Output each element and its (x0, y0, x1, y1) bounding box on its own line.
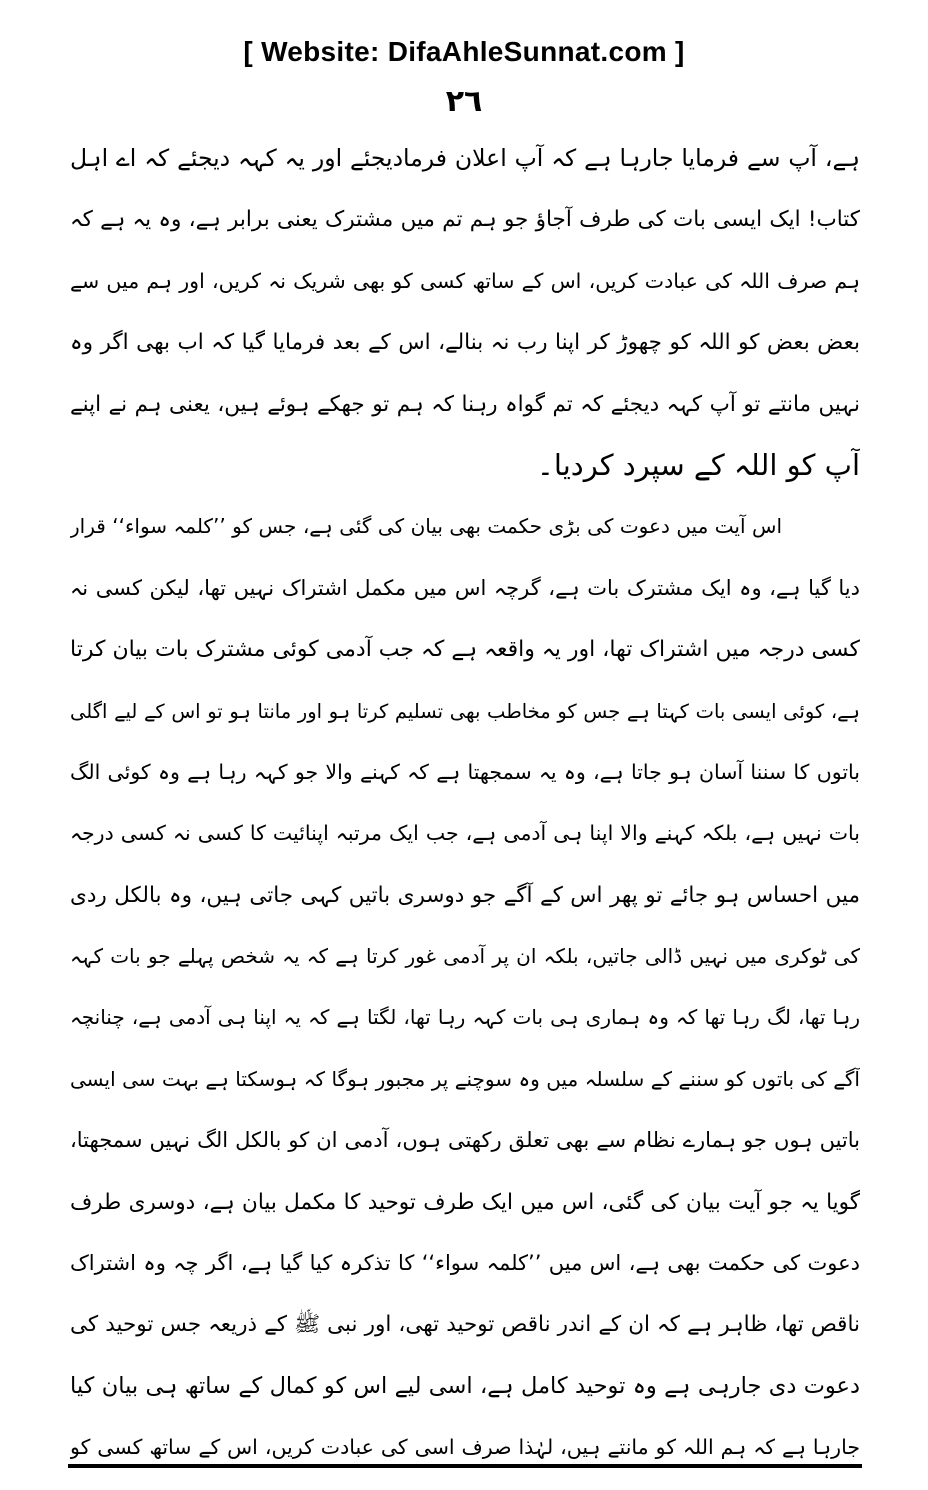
text-line: اس آیت میں دعوت کی بڑی حکمت بھی بیان کی گئی ہے، جس کو ’’کلمہ سواء‘‘ قرار (70, 514, 782, 539)
text-line: آپ کو اللہ کے سپرد کردیا۔ (536, 447, 860, 482)
text-line: بات نہیں ہے، بلکہ کہنے والا اپنا ہی آدمی ہے، جب ایک مرتبہ اپنائیت کا کسی نہ کسی درجہ (70, 821, 860, 846)
text-line: باتیں ہوں جو ہمارے نظام سے بھی تعلق رکھتی ہوں، آدمی ان کو بالکل الگ نہیں سمجھتا، (70, 1128, 860, 1153)
footer-rule (68, 1464, 862, 1468)
text-line: میں احساس ہو جائے تو پھر اس کے آگے جو دوسری باتیں کہی جاتی ہیں، وہ بالکل ردی (70, 882, 860, 908)
text-line: ہے، آپ سے فرمایا جارہا ہے کہ آپ اعلان فرمادیجئے اور یہ کہہ دیجئے کہ اے اہل (70, 144, 860, 172)
text-line: جارہا ہے کہ ہم اللہ کو مانتے ہیں، لہٰذا صرف اسی کی عبادت کریں، اس کے ساتھ کسی کو (70, 1435, 860, 1460)
text-line: باتوں کا سننا آسان ہو جاتا ہے، وہ یہ سمجھتا ہے کہ کہنے والا جو کہہ رہا ہے وہ کوئی الگ (70, 759, 860, 784)
text-line: کتاب! ایک ایسی بات کی طرف آجاؤ جو ہم تم میں مشترک یعنی برابر ہے، وہ یہ ہے کہ (70, 207, 860, 233)
text-line: ناقص تھا، ظاہر ہے کہ ان کے اندر ناقص توحید تھی، اور نبی ﷺ کے ذریعہ جس توحید کی (70, 1312, 860, 1338)
text-line: دعوت کی حکمت بھی ہے، اس میں ’’کلمہ سواء‘‘ کا تذکرہ کیا گیا ہے، اگر چہ وہ اشتراک (70, 1251, 860, 1276)
text-line: کی ٹوکری میں نہیں ڈالی جاتیں، بلکہ ان پر آدمی غور کرتا ہے کہ یہ شخص پہلے جو بات کہہ (70, 944, 860, 969)
website-header: [ Website: DifaAhleSunnat.com ] (243, 36, 685, 67)
body-text (70, 128, 860, 1479)
text-line: ہم صرف اللہ کی عبادت کریں، اس کے ساتھ کسی کو بھی شریک نہ کریں، اور ہم میں سے (70, 268, 860, 293)
text-line: نہیں مانتے تو آپ کہہ دیجئے کہ تم گواہ رہنا کہ ہم تو جھکے ہوئے ہیں، یعنی ہم نے اپنے (70, 391, 860, 417)
text-line: دعوت دی جارہی ہے وہ توحید کامل ہے، اسی لیے اس کو کمال کے ساتھ ہی بیان کیا (70, 1372, 860, 1399)
page-number: ٢٦ (445, 84, 483, 119)
text-line: دیا گیا ہے، وہ ایک مشترک بات ہے، گرچہ اس میں مکمل اشتراک نہیں تھا، لیکن کسی نہ (70, 575, 860, 600)
text-line: بعض بعض کو اللہ کو چھوڑ کر اپنا رب نہ بنالے، اس کے بعد فرمایا گیا کہ اب بھی اگر وہ (70, 330, 860, 356)
text-line: کسی درجہ میں اشتراک تھا، اور یہ واقعہ ہے کہ جب آدمی کوئی مشترک بات بیان کرتا (70, 637, 860, 663)
text-line: رہا تھا، لگ رہا تھا کہ وہ ہماری ہی بات کہہ رہا تھا، لگتا ہے کہ یہ اپنا ہی آدمی ہے، چنانچہ (70, 1005, 860, 1030)
text-line: ہے، کوئی ایسی بات کہتا ہے جس کو مخاطب بھی تسلیم کرتا ہو اور مانتا ہو تو اس کے لیے اگلی (70, 699, 860, 723)
text-line: گویا یہ جو آیت بیان کی گئی، اس میں ایک طرف توحید کا مکمل بیان ہے، دوسری طرف (70, 1189, 860, 1215)
text-line: آگے کی باتوں کو سننے کے سلسلہ میں وہ سوچنے پر مجبور ہوگا کہ ہوسکتا ہے بہت سی ایسی (70, 1066, 860, 1091)
